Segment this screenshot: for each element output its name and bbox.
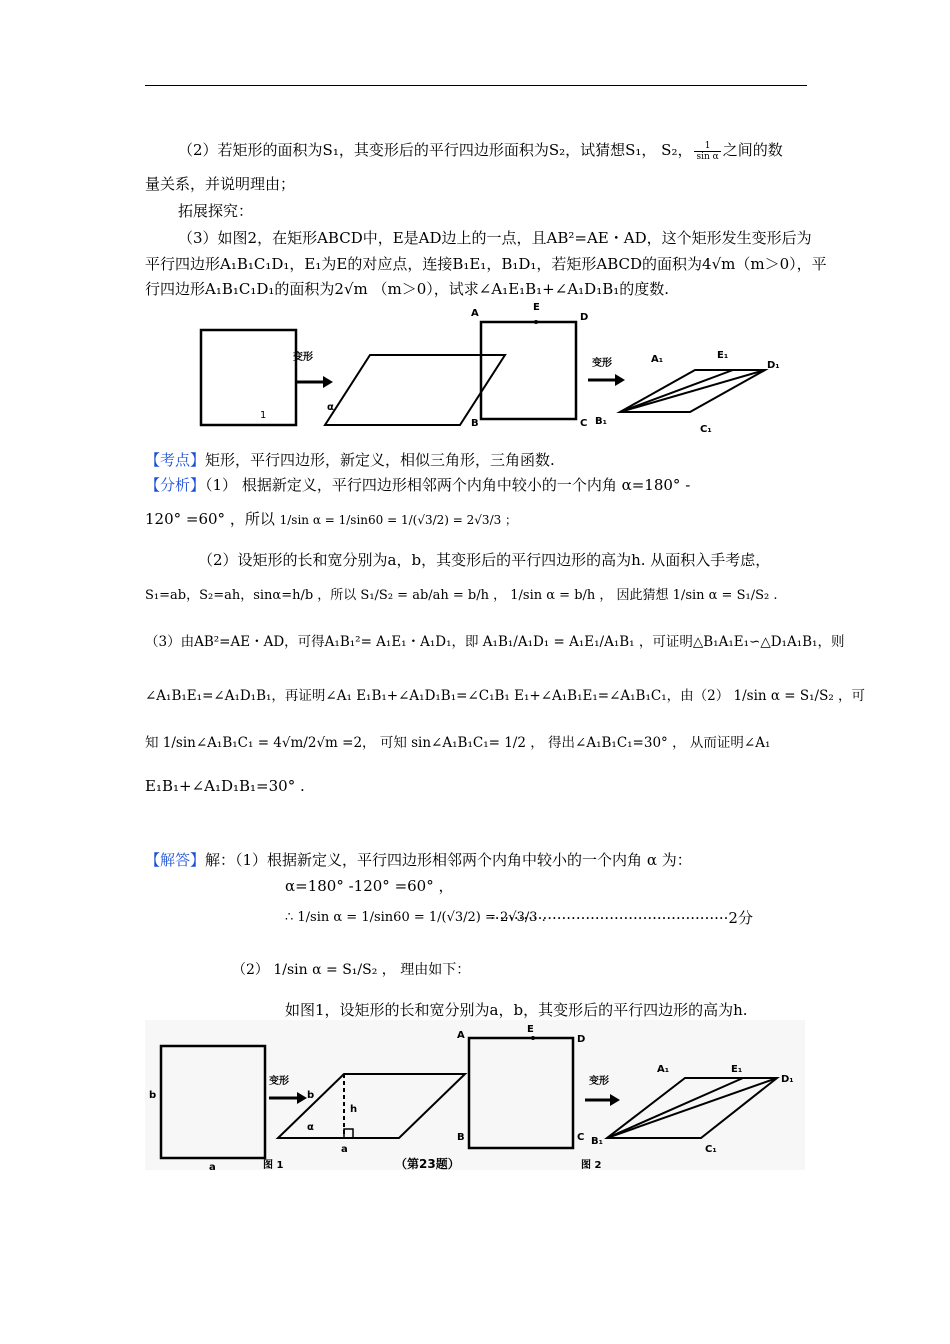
fig1-label-b-side: b: [307, 1090, 315, 1101]
analysis-line-1: 【分析】（1） 根据新定义，平行四边形相邻两个内角中较小的一个内角 α=180° -: [145, 476, 691, 494]
fig1-rectangle: [201, 330, 296, 425]
fig1-label-a-base: a: [341, 1144, 348, 1155]
analysis-p2-line-2: S₁=ab，S₂=ah，sinα=h/b ，所以 S₁/S₂ = ab/ah = b/h ， 1/sin α = b/h ， 因此猜想 1/sin α = S₁/S₂ .: [145, 588, 778, 603]
analysis-line-2: 120° =60° ，所以 1/sin α = 1/sin60 = 1/(√3/2) = 2√3/3 ；: [145, 510, 518, 528]
analysis-p3-line-2: ∠A₁B₁E₁=∠A₁D₁B₁，再证明∠A₁ E₁B₁+∠A₁D₁B₁=∠C₁B₁ E₁+∠A₁B₁E₁=∠A₁B₁C₁，由（2） 1/sin α = S₁/S₂ ，可: [145, 688, 866, 704]
extension-title: 拓展探究：: [178, 202, 254, 220]
fig2-arrow-label: 变形: [589, 1076, 609, 1087]
fig2-point-e: [531, 1036, 535, 1040]
kaodian-tag: 【考点】: [145, 451, 206, 469]
fig2-label-d: D: [577, 1034, 586, 1045]
question-3-line-3: 行四边形A₁B₁C₁D₁的面积为2√m （m＞0），试求∠A₁E₁B₁+∠A₁D₁B₁的度数.: [145, 280, 670, 298]
analysis-tag: 【分析】: [145, 476, 206, 494]
fig2-label-d: D: [580, 312, 589, 323]
fig1-arrow-label: 变形: [293, 352, 313, 363]
header-rule: [145, 85, 807, 86]
kaodian-line: 【考点】矩形，平行四边形，新定义，相似三角形，三角函数.: [145, 451, 555, 469]
fig1-arrow-label: 变形: [269, 1076, 289, 1087]
question-3-line-2: 平行四边形A₁B₁C₁D₁，E₁为E的对应点，连接B₁E₁，B₁D₁，若矩形ABCD的面积为4√m（m＞0），平: [145, 255, 827, 273]
fig1-angle-label: α: [307, 1122, 314, 1133]
solution-tag: 【解答】: [145, 851, 206, 869]
solution-line-2: α=180° -120° =60° ，: [285, 877, 454, 895]
bottom-figures: [145, 1020, 805, 1180]
question-2-line-2: 量关系，并说明理由；: [145, 175, 296, 193]
analysis-p3-line-3: 知 1/sin∠A₁B₁C₁ = 4√m/2√m =2， 可知 sin∠A₁B₁C₁= 1/2 ， 得出∠A₁B₁C₁=30° ， 从而证明∠A₁: [145, 735, 771, 751]
fig1-caption: 图 1: [263, 1160, 284, 1171]
solution-line-3: ∴ 1/sin α = 1/sin60 = 1/(√3/2) = 2√3/3 .: [285, 910, 546, 925]
fig2-label-e1: E₁: [731, 1064, 743, 1075]
analysis-p3-line-1: （3）由AB²=AE・AD，可得A₁B₁²= A₁E₁・A₁D₁，即 A₁B₁/A₁D₁ = A₁E₁/A₁B₁ ，可证明△B₁A₁E₁∽△D₁A₁B₁，则: [145, 634, 845, 650]
fig2-label-b: B: [471, 418, 479, 429]
fig2-segment-b1d1: [620, 370, 765, 412]
solution-line-4: （2） 1/sin α = S₁/S₂ ， 理由如下：: [232, 962, 471, 978]
fig2-label-d1: D₁: [767, 360, 780, 371]
fig1-label-a: a: [209, 1162, 216, 1173]
fig1-arrowhead: [323, 376, 333, 388]
fig2-point-e: [534, 320, 538, 324]
fig2-label-d1: D₁: [781, 1074, 794, 1085]
problem-caption: （第23题）: [395, 1157, 460, 1171]
fig2-label-c: C: [577, 1132, 585, 1143]
fig2-label-e: E: [527, 1024, 534, 1035]
fig2-arrowhead: [615, 374, 625, 386]
fig2-segment-b1e1: [620, 370, 733, 412]
fig2-arrow-label: 变形: [592, 358, 612, 369]
fig2-label-c: C: [580, 418, 588, 429]
fig1-label-b: b: [149, 1090, 157, 1101]
fig2-label-b: B: [457, 1132, 465, 1143]
fig1-tick-label: 1: [260, 410, 267, 421]
fig2-label-b1: B₁: [595, 416, 608, 427]
fraction-1-over-sin: $\frac{1}{\text{sin α}}$: [696, 140, 719, 162]
fig1-parallelogram: [325, 355, 505, 425]
analysis-equation-1: 1/sin α = 1/sin60 = 1/(√3/2) = 2√3/3 ；: [279, 513, 518, 527]
fig1-angle-label: α: [327, 402, 334, 413]
solution-score-dots: ··················································2分: [490, 909, 753, 927]
fig1-label-h: h: [350, 1104, 358, 1115]
solution-line-5: 如图1，设矩形的长和宽分别为a，b，其变形后的平行四边形的高为h.: [285, 1001, 748, 1019]
fig2-caption: 图 2: [581, 1160, 602, 1171]
fig2-label-b1: B₁: [591, 1136, 604, 1147]
analysis-p2-line-1: （2）设矩形的长和宽分别为a，b，其变形后的平行四边形的高为h. 从面积入手考虑，: [198, 551, 771, 569]
fig2-label-e1: E₁: [717, 350, 729, 361]
fig2-label-c1: C₁: [700, 424, 712, 435]
fig2-label-c1: C₁: [705, 1144, 717, 1155]
question-2-line-1: （2）若矩形的面积为S₁，其变形后的平行四边形面积为S₂，试猜想S₁， S₂， $\frac{1}{\text{sin α}}$ 之间的数: [178, 140, 783, 162]
fig2-label-a: A: [471, 308, 479, 319]
analysis-p3-line-4: E₁B₁+∠A₁D₁B₁=30° .: [145, 777, 305, 795]
question-3-line-1: （3）如图2，在矩形ABCD中，E是AD边上的一点，且AB²=AE・AD，这个矩形发生变形后为: [178, 229, 812, 247]
fig2-label-a1: A₁: [657, 1064, 670, 1075]
top-figures: [195, 300, 815, 440]
solution-line-1: 【解答】解：（1）根据新定义，平行四边形相邻两个内角中较小的一个内角 α 为：: [145, 851, 692, 869]
fig2-label-a: A: [457, 1030, 465, 1041]
fig2-label-e: E: [533, 302, 540, 313]
fig2-label-a1: A₁: [651, 354, 664, 365]
